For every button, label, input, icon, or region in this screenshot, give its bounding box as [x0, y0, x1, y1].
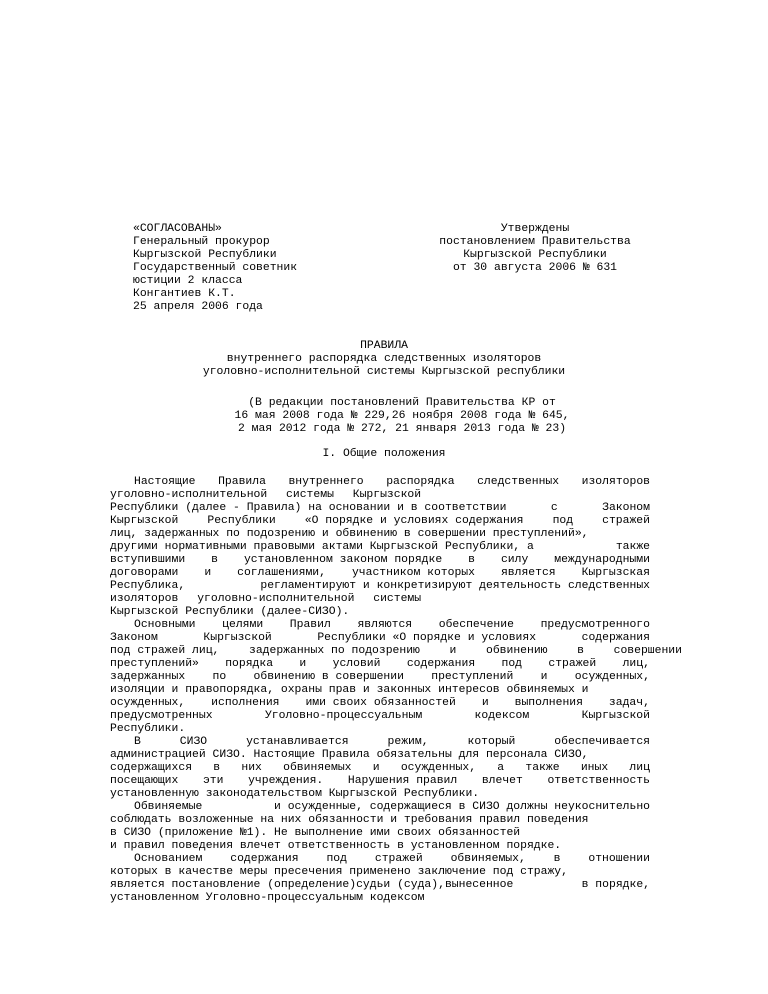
body-word: Основанием: [134, 853, 203, 865]
body-word: Республика,: [110, 580, 186, 592]
body-line: [110, 671, 650, 684]
body-word: участником которых: [351, 567, 475, 579]
body-word: следственных: [477, 476, 560, 488]
body-word: устанавливается: [246, 736, 349, 748]
approval-left-line: Государственный советник: [133, 262, 298, 274]
body-word: Уголовно-процессуальным: [264, 710, 423, 722]
body-word: Нарушения правил: [347, 775, 458, 787]
body-line: администрацией СИЗО. Настоящие Правила обязательны для персонала СИЗО,: [110, 749, 589, 761]
body-line: [110, 697, 650, 710]
body-word: преступлений: [431, 671, 514, 683]
edition-note-line: (В редакции постановлений Правительства КР от: [248, 397, 556, 409]
body-word: распорядка: [386, 476, 455, 488]
body-word: и осужденные, содержащиеся в СИЗО должны неукоснительно: [274, 801, 650, 813]
body-word: Законом: [110, 632, 158, 644]
body-word: иных: [580, 762, 609, 774]
body-word: и: [204, 567, 212, 579]
approval-left-line: Генеральный прокурор: [133, 236, 270, 248]
body-word: обеспечивается: [554, 736, 650, 748]
body-word: предусмотренного: [540, 619, 650, 631]
body-line: Республики.: [110, 723, 186, 735]
body-word: Основными: [134, 619, 196, 631]
body-line: [110, 658, 650, 671]
body-word: Кыргызская: [581, 567, 650, 579]
body-word: задержанных по подозрению: [249, 645, 420, 657]
body-line: [110, 554, 650, 567]
body-line: изоляции и правопорядка, охраны прав и законных интересов обвиняемых и: [110, 684, 589, 696]
body-word: ими своих обязанностей: [305, 697, 456, 709]
body-word: содержания: [581, 632, 650, 644]
body-word: стражей: [374, 853, 423, 865]
body-word: целями: [222, 619, 264, 631]
edition-note-line: 16 мая 2008 года № 229,26 ноября 2008 года № 645,: [234, 410, 570, 422]
approval-left-line: «СОГЛАСОВАНЫ»: [133, 223, 222, 235]
body-word: является постановление (определение)судьи (суда),вынесенное: [110, 879, 514, 891]
body-line: [134, 736, 650, 749]
body-line: [134, 801, 650, 814]
body-word: обвинению в совершении: [253, 671, 404, 683]
body-word: являются: [357, 619, 413, 631]
body-word: соглашениями,: [237, 567, 326, 579]
body-word: и: [372, 762, 380, 774]
document-title-line-2: уголовно-исполнительной системы Кыргызской республики: [202, 366, 566, 378]
approval-left-line: Кыргызской Республики: [133, 249, 277, 261]
body-line: установленную законодательством Кыргызской Республики.: [110, 788, 480, 800]
body-line: [134, 853, 650, 866]
body-word: предусмотренных: [110, 710, 213, 722]
body-word: под: [501, 658, 523, 670]
body-word: установленном законом порядке: [243, 554, 443, 566]
body-word: осужденных,: [110, 697, 186, 709]
body-word: регламентируют и конкретизируют деятельность следственных: [260, 580, 650, 592]
body-word: и: [449, 645, 457, 657]
approval-right-line: от 30 августа 2006 № 631: [452, 262, 618, 274]
body-line: установленном Уголовно-процессуальным кодексом: [110, 892, 425, 904]
body-word: вступившими: [110, 554, 186, 566]
body-word: преступлений»: [110, 658, 199, 670]
body-line: лиц, задержанных по подозрению и обвинению в совершении преступлений»,: [110, 528, 589, 540]
body-word: изоляторов: [581, 476, 650, 488]
body-word: Кыргызской: [203, 632, 272, 644]
section-title: I. Общие положения: [322, 448, 446, 460]
body-word: и: [299, 658, 307, 670]
body-word: посещающих: [110, 775, 179, 787]
body-word: обеспечение: [438, 619, 514, 631]
body-word: влечет: [481, 775, 523, 787]
body-word: содержания: [230, 853, 299, 865]
body-word: в: [213, 762, 221, 774]
body-line: [110, 645, 682, 658]
body-line: [134, 476, 650, 489]
body-word: В: [134, 736, 141, 748]
body-word: внутреннего: [288, 476, 364, 488]
approval-left-line: юстиции 2 класса: [133, 275, 243, 287]
body-word: по: [212, 671, 227, 683]
body-word: Республики «О порядке и условиях: [317, 632, 537, 644]
body-word: договорами: [110, 567, 179, 579]
body-word: а: [497, 762, 505, 774]
body-word: и: [481, 697, 489, 709]
body-word: и: [540, 671, 548, 683]
body-word: стражей: [602, 515, 650, 527]
body-word: также: [525, 762, 560, 774]
body-word: условий: [332, 658, 381, 670]
body-word: задач,: [608, 697, 650, 709]
body-word: другими нормативными правовыми актами Кыргызской Республики, а: [110, 541, 534, 553]
body-word: обвиняемых,: [450, 853, 526, 865]
body-word: под стражей лиц,: [110, 645, 220, 657]
body-word: обвинению: [485, 645, 548, 657]
body-line: изоляторов уголовно-исполнительной системы: [110, 593, 422, 605]
body-word: осужденных,: [400, 762, 477, 774]
body-line: [110, 502, 650, 515]
body-word: Республики: [207, 515, 276, 527]
body-word: также: [615, 541, 650, 553]
body-line: соблюдать возложенные на них обязанности и требования правил поведения: [110, 814, 589, 826]
body-word: лиц,: [622, 658, 650, 670]
body-word: выполнения: [514, 697, 583, 709]
body-word: в: [211, 554, 218, 566]
body-word: режим,: [387, 736, 429, 748]
body-word: отношении: [588, 853, 650, 865]
body-word: Законом: [602, 502, 650, 514]
body-word: является: [500, 567, 556, 579]
body-line: [110, 580, 650, 593]
body-line: в СИЗО (приложение №1). Не выполнение ими своих обязанностей: [110, 827, 521, 839]
body-word: в: [553, 853, 561, 865]
body-word: Обвиняемые: [134, 801, 203, 813]
body-word: содержащихся: [110, 762, 193, 774]
body-word: международными: [554, 554, 650, 566]
body-line: [110, 710, 650, 723]
body-line: которых в качестве меры пресечения применено заключение под стражу,: [110, 866, 568, 878]
body-word: ответственность: [547, 775, 650, 787]
body-word: стражей: [548, 658, 597, 670]
body-word: порядка: [225, 658, 274, 670]
body-word: Правил: [289, 619, 331, 631]
body-line: [110, 541, 650, 554]
document-title-line-1: внутреннего распорядка следственных изоляторов: [226, 353, 542, 365]
body-word: силу: [500, 554, 529, 566]
body-word: «О порядке и условиях содержания: [304, 515, 524, 527]
body-word: в: [577, 645, 584, 657]
body-line: уголовно-исполнительной системы Кыргызской: [110, 489, 422, 501]
body-word: кодексом: [474, 710, 530, 722]
body-word: Кыргызской: [581, 710, 650, 722]
body-word: Кыргызской: [110, 515, 179, 527]
edition-note-line: 2 мая 2012 года № 272, 21 января 2013 года № 23): [237, 423, 567, 435]
body-line: [110, 762, 650, 775]
body-line: [110, 632, 650, 645]
body-word: Настоящие: [134, 476, 196, 488]
body-word: под: [326, 853, 347, 865]
approval-left-line: 25 апреля 2006 года: [133, 301, 263, 313]
body-word: в: [468, 554, 475, 566]
approval-right-line: постановлением Правительства: [439, 236, 631, 248]
document-heading: ПРАВИЛА: [360, 340, 408, 352]
body-line: [110, 879, 650, 892]
body-word: них: [241, 762, 262, 774]
body-word: который: [467, 736, 516, 748]
body-word: задержанных: [110, 671, 186, 683]
body-word: лиц: [629, 762, 650, 774]
body-word: совершении: [613, 645, 682, 657]
body-line: Кыргызской Республики (далее-СИЗО).: [110, 606, 350, 618]
body-line: [134, 619, 650, 632]
body-word: осужденных,: [574, 671, 650, 683]
approval-right-line: Кыргызской Республики: [463, 249, 607, 261]
body-word: учреждения.: [248, 775, 324, 787]
body-line: и правил поведения влечет ответственность в установленном порядке.: [110, 840, 562, 852]
body-word: СИЗО: [179, 736, 208, 748]
approval-left-line: Конгантиев К.Т.: [133, 288, 236, 300]
body-word: под: [552, 515, 574, 527]
body-word: с: [550, 502, 558, 514]
body-line: [110, 567, 650, 580]
body-word: обвиняемых: [283, 762, 352, 774]
body-word: исполнения: [211, 697, 280, 709]
body-word: Республики (далее - Правила) на основании и в соответствии: [110, 502, 507, 514]
approval-right-line: Утверждены: [500, 223, 570, 235]
body-word: Правила: [218, 476, 266, 488]
body-word: содержания: [406, 658, 476, 670]
body-line: [110, 775, 650, 788]
body-word: эти: [202, 775, 224, 787]
body-line: [110, 515, 650, 528]
body-word: в порядке,: [581, 879, 650, 891]
